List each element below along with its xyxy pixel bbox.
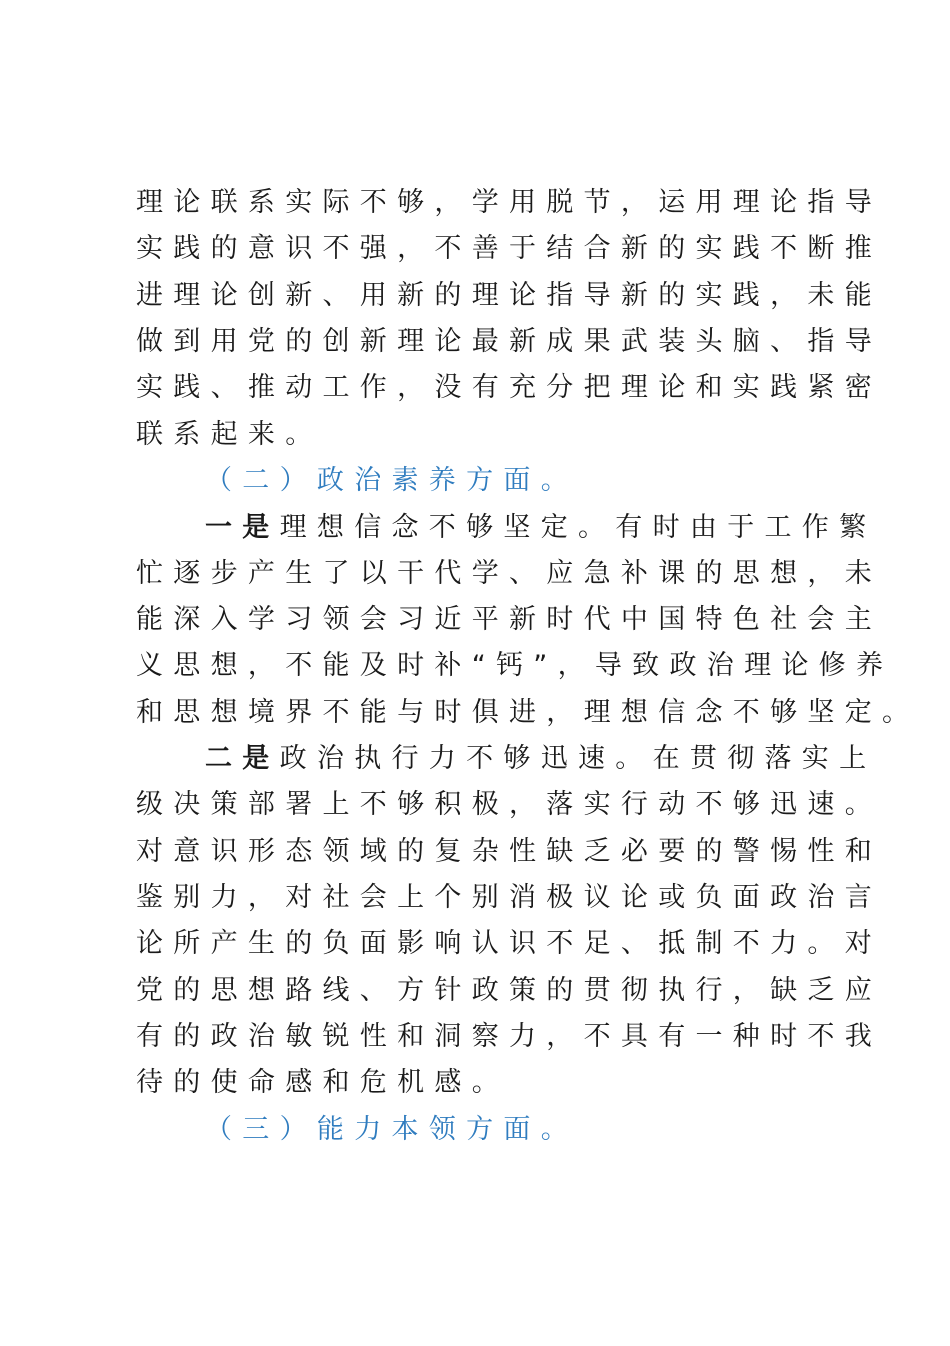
paragraph-line: 对意识形态领域的复杂性缺乏必要的警惕性和 <box>136 836 882 867</box>
paragraph-line: 级决策部署上不够积极，落实行动不够迅速。 <box>136 789 882 820</box>
point-first-line-text: 政治执行力不够迅速。在贯彻落实上 <box>279 743 877 774</box>
point-first-line-text: 理想信念不够坚定。有时由于工作繁 <box>279 512 877 543</box>
paragraph-line: 联系起来。 <box>136 419 323 450</box>
paragraph-line: 做到用党的创新理论最新成果武装头脑、指导 <box>136 326 882 357</box>
paragraph-line: 忙逐步产生了以干代学、应急补课的思想，未 <box>136 558 882 589</box>
point-first-line <box>205 511 876 545</box>
section-heading: （三）能力本领方面。 <box>205 1114 578 1145</box>
paragraph-line: 和思想境界不能与时俱进，理想信念不够坚定。 <box>136 697 920 728</box>
paragraph-line: 理论联系实际不够，学用脱节，运用理论指导 <box>136 187 882 218</box>
paragraph-line: 进理论创新、用新的理论指导新的实践，未能 <box>136 280 882 311</box>
paragraph-line: 实践、推动工作，没有充分把理论和实践紧密 <box>136 372 882 403</box>
paragraph-line: 党的思想路线、方针政策的贯彻执行，缺乏应 <box>136 975 882 1006</box>
paragraph-line: 有的政治敏锐性和洞察力，不具有一种时不我 <box>136 1021 882 1052</box>
paragraph-line: 义思想，不能及时补“钙”，导致政治理论修养 <box>136 650 894 681</box>
paragraph-line: 鉴别力，对社会上个别消极议论或负面政治言 <box>136 882 882 913</box>
section-heading: （二）政治素养方面。 <box>205 465 578 496</box>
point-first-line <box>205 742 876 776</box>
point-lead: 一是 <box>205 512 280 543</box>
paragraph-line: 能深入学习领会习近平新时代中国特色社会主 <box>136 604 882 635</box>
paragraph-line: 待的使命感和危机感。 <box>136 1067 509 1098</box>
paragraph-line: 实践的意识不强，不善于结合新的实践不断推 <box>136 233 882 264</box>
point-lead: 二是 <box>205 743 280 774</box>
paragraph-line: 论所产生的负面影响认识不足、抵制不力。对 <box>136 928 882 959</box>
